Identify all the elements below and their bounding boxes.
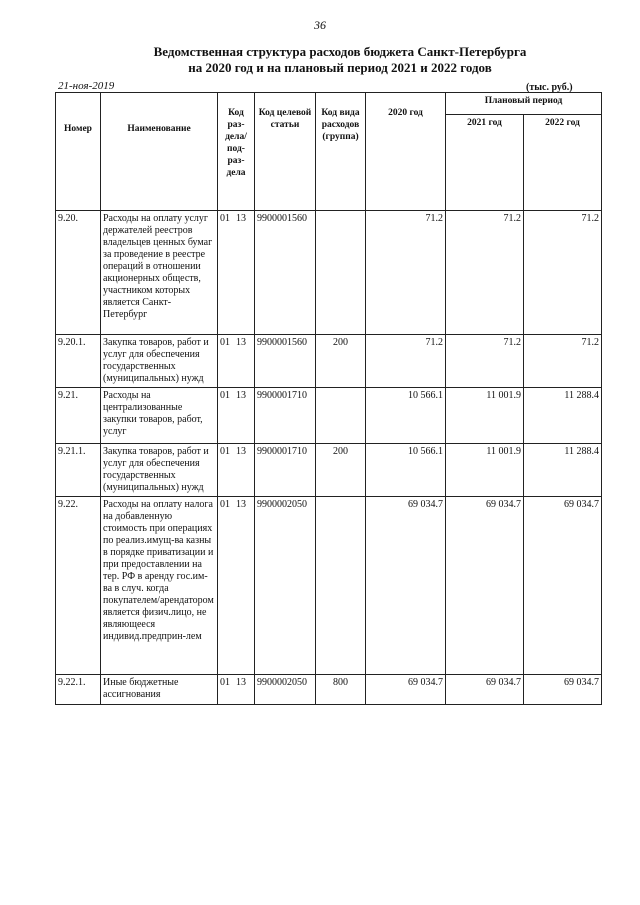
header-section-code: Код раз-дела/ под-раз-дела	[218, 93, 255, 211]
razdel-code: 01	[220, 390, 230, 401]
units-label: (тыс. руб.)	[526, 82, 573, 93]
razdel-code: 01	[220, 499, 230, 510]
row-section-code	[218, 497, 255, 675]
row-name: Расходы на централизованные закупки товаров, работ, услуг	[101, 388, 218, 444]
row-target-code: 9900002050	[255, 497, 316, 675]
row-section-code	[218, 675, 255, 705]
podrazdel-code: 13	[236, 499, 246, 510]
row-target-code: 9900001560	[255, 335, 316, 388]
row-name: Закупка товаров, работ и услуг для обеспечения государственных (муниципальных) нужд	[101, 335, 218, 388]
header-year-2022: 2022 год	[524, 115, 602, 211]
row-target-code: 9900001710	[255, 444, 316, 497]
header-target-code: Код целевой статьи	[255, 93, 316, 211]
document-date: 21-ноя-2019	[58, 80, 115, 92]
row-value-2020: 71.2	[366, 335, 446, 388]
row-target-code: 9900001560	[255, 211, 316, 335]
podrazdel-code: 13	[236, 677, 246, 688]
row-expense-type: 800	[316, 675, 366, 705]
row-target-code: 9900002050	[255, 675, 316, 705]
row-value-2022: 11 288.4	[524, 388, 602, 444]
row-value-2020: 69 034.7	[366, 675, 446, 705]
row-value-2021: 71.2	[446, 211, 524, 335]
row-value-2021: 11 001.9	[446, 388, 524, 444]
row-section-code	[218, 444, 255, 497]
table-row	[56, 444, 602, 497]
row-value-2022: 71.2	[524, 211, 602, 335]
podrazdel-code: 13	[236, 337, 246, 348]
row-name: Закупка товаров, работ и услуг для обеспечения государственных (муниципальных) нужд	[101, 444, 218, 497]
header-year-2021: 2021 год	[446, 115, 524, 211]
row-value-2021: 69 034.7	[446, 497, 524, 675]
header-number: Номер	[56, 93, 101, 211]
row-section-code	[218, 211, 255, 335]
budget-table	[55, 92, 602, 705]
table-row	[56, 675, 602, 705]
podrazdel-code: 13	[236, 390, 246, 401]
page-number: 36	[314, 18, 326, 32]
row-number: 9.20.	[56, 211, 101, 335]
title-line-2: на 2020 год и на плановый период 2021 и 2022 годов	[188, 60, 492, 75]
row-value-2021: 71.2	[446, 335, 524, 388]
row-expense-type	[316, 388, 366, 444]
row-number: 9.21.	[56, 388, 101, 444]
row-name: Иные бюджетные ассигнования	[101, 675, 218, 705]
row-section-code	[218, 388, 255, 444]
row-value-2022: 71.2	[524, 335, 602, 388]
row-value-2022: 69 034.7	[524, 675, 602, 705]
row-expense-type	[316, 497, 366, 675]
header-name: Наименование	[101, 93, 218, 211]
row-value-2022: 69 034.7	[524, 497, 602, 675]
row-expense-type	[316, 211, 366, 335]
document-title	[60, 44, 620, 76]
podrazdel-code: 13	[236, 446, 246, 457]
row-target-code: 9900001710	[255, 388, 316, 444]
row-number: 9.22.	[56, 497, 101, 675]
razdel-code: 01	[220, 213, 230, 224]
row-value-2020: 69 034.7	[366, 497, 446, 675]
table-row	[56, 335, 602, 388]
row-value-2020: 10 566.1	[366, 444, 446, 497]
row-value-2021: 11 001.9	[446, 444, 524, 497]
title-line-1: Ведомственная структура расходов бюджета Санкт-Петербурга	[153, 44, 527, 59]
header-expense-type-code: Код вида расходов (группа)	[316, 93, 366, 211]
table-row	[56, 211, 602, 335]
row-expense-type: 200	[316, 335, 366, 388]
row-name: Расходы на оплату услуг держателей реестров владельцев ценных бумаг за проведение в реестре операций в отношении акционерных обществ, участником которых является Санкт-Петербург	[101, 211, 218, 335]
table-row	[56, 497, 602, 675]
row-value-2020: 71.2	[366, 211, 446, 335]
header-year-2020: 2020 год	[366, 93, 446, 211]
row-number: 9.22.1.	[56, 675, 101, 705]
header-planned-period: Плановый период	[446, 93, 602, 115]
razdel-code: 01	[220, 337, 230, 348]
podrazdel-code: 13	[236, 213, 246, 224]
razdel-code: 01	[220, 677, 230, 688]
row-value-2022: 11 288.4	[524, 444, 602, 497]
row-expense-type: 200	[316, 444, 366, 497]
row-value-2021: 69 034.7	[446, 675, 524, 705]
row-section-code	[218, 335, 255, 388]
table-row	[56, 388, 602, 444]
row-name: Расходы на оплату налога на добавленную стоимость при операциях по реализ.имущ-ва казны в порядке приватизации и при предоставлении на тер. РФ в аренду гос.им-ва в случ. когда покупателем/арендатором является физич.лицо, не являющееся индивид.предприн-лем	[101, 497, 218, 675]
row-value-2020: 10 566.1	[366, 388, 446, 444]
row-number: 9.21.1.	[56, 444, 101, 497]
razdel-code: 01	[220, 446, 230, 457]
row-number: 9.20.1.	[56, 335, 101, 388]
